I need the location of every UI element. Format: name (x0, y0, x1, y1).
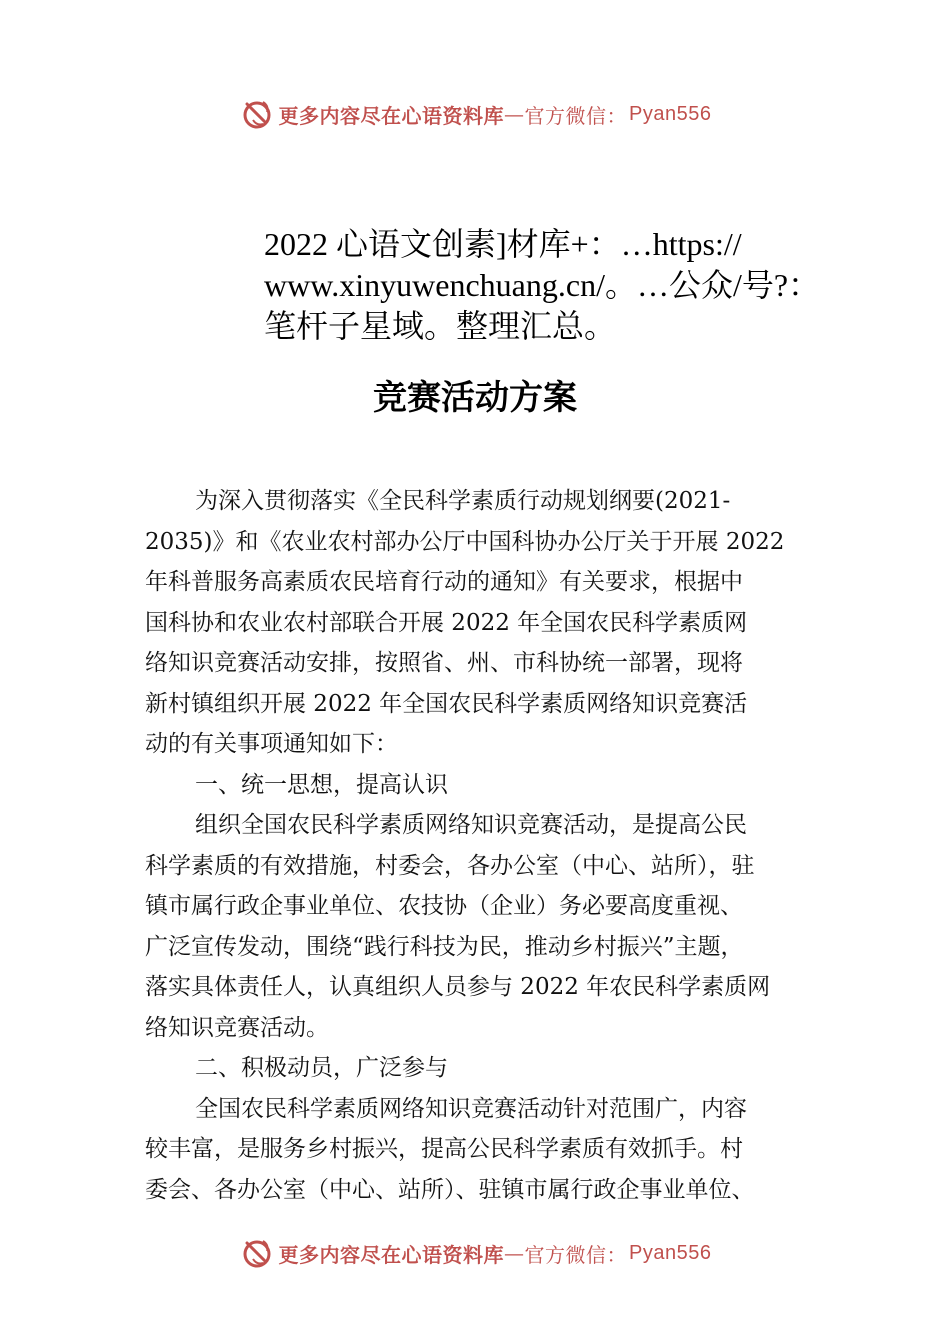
body-line: 络知识竞赛活动。 (145, 1014, 329, 1041)
body-line: 新村镇组织开展 2022 年全国农民科学素质网络知识竞赛活 (145, 690, 748, 717)
header-banner (0, 94, 950, 134)
body-line: 全国农民科学素质网络知识竞赛活动针对范围广，内容 (195, 1095, 747, 1122)
footer-banner (0, 1233, 950, 1273)
body-line: 较丰富，是服务乡村振兴，提高公民科学素质有效抓手。村 (145, 1136, 743, 1162)
document-title: 竞赛活动方案 (373, 378, 577, 418)
banner-separator: — (504, 1241, 525, 1265)
body-line: 组织全国农民科学素质网络知识竞赛活动，是提高公民 (195, 812, 747, 838)
body-line: 科学素质的有效措施，村委会，各办公室（中心、站所），驻 (145, 852, 755, 879)
document-body (145, 481, 835, 1210)
body-line: 广泛宣传发动，围绕“践行科技为民，推动乡村振兴”主题， (145, 933, 744, 960)
body-line: 国科协和农业农村部联合开展 2022 年全国农民科学素质网 (145, 609, 748, 636)
body-line: 一、统一思想，提高认识 (195, 771, 448, 798)
brand-logo-icon (239, 96, 275, 132)
banner-brand: 更多内容尽在心语资料库 (278, 1242, 505, 1267)
brand-logo-icon (239, 1235, 275, 1271)
banner-separator: — (504, 102, 525, 126)
banner-wechat-id: Pyan556 (629, 102, 712, 125)
body-line: 为深入贯彻落实《全民科学素质行动规划纲要(2021- (195, 488, 731, 514)
body-line: 镇市属行政企事业单位、农技协（企业）务必要高度重视、 (145, 893, 743, 919)
banner-wechat-id: Pyan556 (629, 1241, 712, 1264)
body-line: 络知识竞赛活动安排，按照省、州、市科协统一部署，现将 (145, 650, 743, 676)
body-line: 委会、各办公室（中心、站所）、驻镇市属行政企事业单位、 (145, 1176, 755, 1203)
body-line: 落实具体责任人，认真组织人员参与 2022 年农民科学素质网 (145, 974, 771, 1000)
banner-wechat-label: 官方微信： (524, 103, 628, 128)
banner-brand: 更多内容尽在心语资料库 (278, 103, 505, 128)
notice-line: 笔杆子星域。整理汇总。 (264, 308, 617, 344)
body-line: 2035)》和《农业农村部办公厅中国科协办公厅关于开展 2022 (145, 528, 785, 555)
body-line: 二、积极动员，广泛参与 (195, 1055, 448, 1081)
body-line: 动的有关事项通知如下： (145, 731, 398, 757)
body-line: 年科普服务高素质农民培育行动的通知》有关要求，根据中 (145, 569, 743, 595)
source-notice (264, 224, 904, 347)
notice-line: www.xinyuwenchuang.cn/。…公众/号?： (264, 267, 821, 303)
banner-wechat-label: 官方微信： (524, 1242, 628, 1267)
notice-line: 2022 心语文创素]材库+：…https:// (264, 226, 742, 262)
